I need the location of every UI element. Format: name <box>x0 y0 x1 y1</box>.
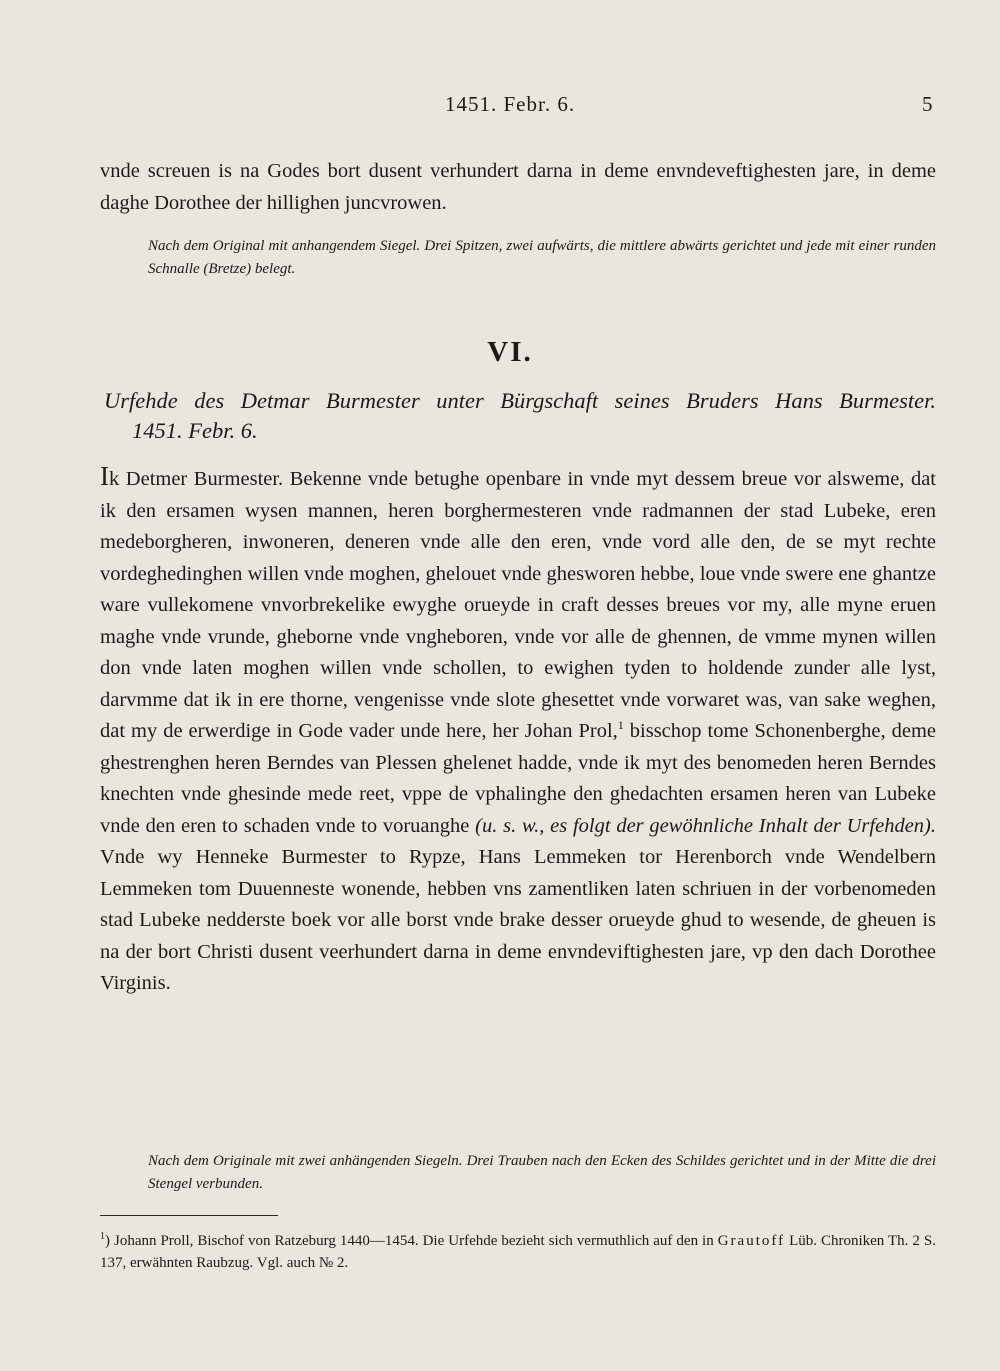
page-number: 5 <box>922 92 934 116</box>
footnote <box>100 1226 936 1274</box>
footnote-text-b: Lüb. Chroniken Th. 2 S. 137, erwähnten Raubzug. Vgl. auch № 2. <box>100 1233 936 1271</box>
footnote-mark: 1 <box>100 1231 105 1242</box>
footnote-divider <box>100 1215 278 1216</box>
document-number: VI. <box>487 336 533 368</box>
main-text-part-3: Vnde wy Henneke Burmester to Rypze, Hans Lemmeken tor Herenborch vnde Wendelbern Lemmeken tom Duuenneste wonende, hebben vns zamentliken laten schriuen in der vorbenomeden stad Lubeke nedderste boek vor alle borst vnde brake desser orueyde ghud to wesende, de gheuen is na der bort Christi dusent veerhundert darna in deme envndeviftighesten jare, vp den dach Dorothee Virginis. <box>100 846 936 994</box>
page-header <box>0 92 1000 122</box>
initial-letter: I <box>100 461 109 491</box>
document-title: Urfehde des Detmar Burmester unter Bürgschaft seines Bruders Hans Burmester. <box>104 388 936 413</box>
footnote-author: Grautoff <box>717 1233 786 1249</box>
document-date: 1451. Febr. 6. <box>132 418 258 443</box>
header-date: 1451. Febr. 6. <box>445 92 576 116</box>
footnote-text-a: ) Johann Proll, Bischof von Ratzeburg 1440—1454. Die Urfehde bezieht sich vermuthlich auf den in <box>105 1233 718 1249</box>
main-text-part-1: k Detmer Burmester. Bekenne vnde betughe openbare in vnde myt dessem breue vor alsweme, dat ik den ersamen wysen mannen, heren borghermesteren vnde radmannen der stad Lubeke, eren medeborgheren, inwoneren, deneren vnde alle den eren, vnde vord alle den, de se myt rechte vordeghedinghen willen vnde moghen, ghelouet vnde ghesworen hebbe, loue vnde swere ene ghantze ware vullekomene vnvorbrekelike ewyghe orueyde in craft desses breues vor my, alle myne eruen maghe vnde vrunde, gheborne vnde vngheboren, vnde vor alle de ghennen, de vmme mynen willen don vnde laten moghen willen vnde schollen, to ewighen tyden to holdende zunder alle lyst, darvmme dat ik in ere thorne, vengenisse vnde slote ghesettet vnde vorwaret was, van sake weghen, dat my de erwerdige in Gode vader unde here, her Johan Prol, <box>100 468 936 742</box>
footnote-reference: 1 <box>617 718 624 733</box>
continuation-paragraph: vnde screuen is na Godes bort dusent verhundert darna in deme envndeveftighesten jare, in deme daghe Dorothee der hillighen juncvrowen. <box>100 160 936 214</box>
editorial-insert: (u. s. w., es folgt der gewöhnliche Inhalt der Urfehden). <box>475 814 937 837</box>
seal-note-1: Nach dem Original mit anhangendem Siegel. Drei Spitzen, zwei aufwärts, die mittlere abwärts gerichtet und jede mit einer runden Schnalle (Bretze) belegt. <box>148 238 936 277</box>
main-text-part-2: bisschop tome Schonenberghe, deme ghestrenghen heren Berndes van Plessen ghelenet hadde, vnde ik myt des benomeden heren Berndes knechten vnde ghesinde mede reet, vppe de vphalinghe den ghedachten ersamen heren van Lubeke vnde den eren to schaden vnde to voruanghe <box>100 720 936 837</box>
main-text-paragraph <box>100 461 936 1000</box>
seal-note-2: Nach dem Originale mit zwei anhängenden Siegeln. Drei Trauben nach den Ecken des Schildes gerichtet und in der Mitte die drei Stengel verbunden. <box>148 1153 936 1192</box>
